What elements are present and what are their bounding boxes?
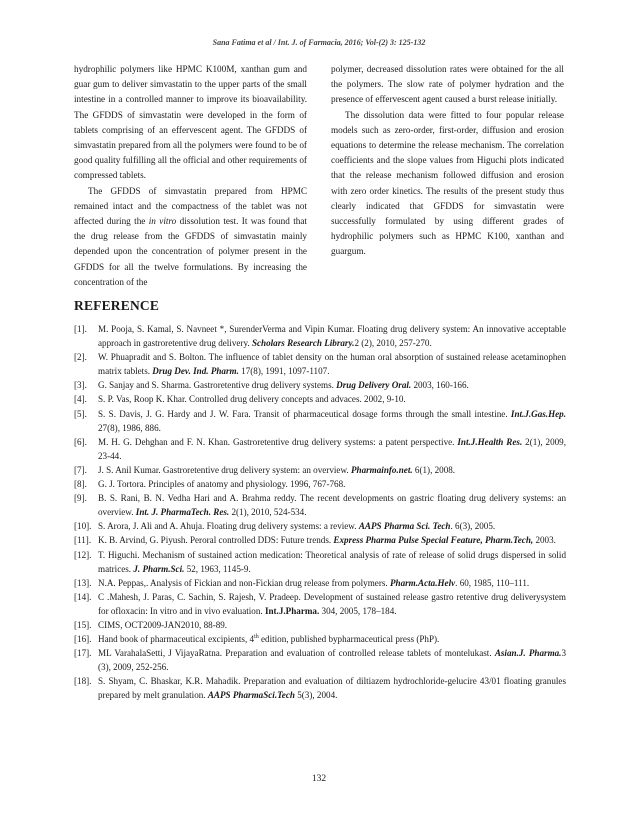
paragraph: hydrophilic polymers like HPMC K100M, xanthan gum and guar gum to deliver simvastatin to the upper parts of the small intestine in a controlled manner to improve its bioavailability. The GFDDS of simvastatin were developed in the form of tablets comprising of an effervescent agent. The GFDDS of simvastatin prepared from all the polymers were found to be of good quality fulfilling all the official and other requirements of compressed tablets. xyxy=(74,64,307,181)
reference-item: [15]. CIMS, OCT2009-JAN2010, 88-89. xyxy=(74,619,228,630)
reference-list xyxy=(74,322,566,703)
reference-heading: REFERENCE xyxy=(74,298,160,313)
reference-item: [13]. N.A. Peppas,. Analysis of Fickian and non-Fickian drug release from polymers. Pharm.Acta.Helv. 60, 1985, 110–111. xyxy=(74,577,530,588)
reference-item: [1]. M. Pooja, S. Kamal, S. Navneet *, SurenderVerma and Vipin Kumar. Floating drug delivery system: An innovative acceptable approach in gastroretentive drug delivery. Scholars Research Library.2 (2), 2010, 257-270. xyxy=(74,324,566,349)
left-column xyxy=(74,62,307,290)
reference-item: [10]. S. Arora, J. Ali and A. Ahuja. Floating drug delivery systems: a review. AAPS Pharma Sci. Tech. 6(3), 2005. xyxy=(74,521,496,532)
reference-item: [12]. T. Higuchi. Mechanism of sustained action medication: Theoretical analysis of rate of release of solid drugs dispersed in solid matrices. J. Pharm.Sci. 52, 1963, 1145-9. xyxy=(74,549,566,574)
paragraph: The dissolution data were fitted to four popular release models such as zero-order, first-order, diffusion and erosion equations to determine the release mechanism. The correlation coefficients and the slope values from Higuchi plots indicated that the release mechanism followed diffusion and erosion with zero order kinetics. The results of the present study thus clearly indicated that GFDDS for simvastatin were successfully formulated by using different grades of hydrophilic polymers such as HPMC K100, xanthan and guargum. xyxy=(331,109,564,257)
right-column xyxy=(331,62,564,290)
reference-item: [17]. ML VarahalaSetti, J VijayaRatna. Preparation and evaluation of controlled release tablets of montelukast. Asian.J. Pharma.3 (3), 2009, 252-256. xyxy=(74,648,567,673)
reference-item: [16]. Hand book of pharmaceutical excipients, 4th edition, published bypharmaceutical press (PhP). xyxy=(74,634,440,645)
reference-item: [18]. S. Shyam, C. Bhaskar, K.R. Mahadik. Preparation and evaluation of diltiazem hydrochloride-gelucire 43/01 floating granules prepared by melt granulation. AAPS PharmaSci.Tech 5(3), 2004. xyxy=(74,676,566,701)
reference-item: [3]. G. Sanjay and S. Sharma. Gastroretentive drug delivery systems. Drug Delivery Oral. 2003, 160-166. xyxy=(74,380,469,391)
paragraph: polymer, decreased dissolution rates were obtained for the all the polymers. The slow rate of polymer hydration and the presence of effervescent agent caused a burst release initially. xyxy=(331,64,564,105)
reference-item: [14]. C .Mahesh, J. Paras, C. Sachin, S. Rajesh, V. Pradeep. Development of sustained release gastro retentive drug deliverysystem for ofloxacin: In vitro and in vivo evaluation. Int.J.Pharma. 304, 2005, 178–184. xyxy=(74,591,566,616)
reference-item: [6]. M. H. G. Dehghan and F. N. Khan. Gastroretentive drug delivery systems: a patent perspective. Int.J.Health Res. 2(1), 2009, 23-44. xyxy=(74,436,566,461)
reference-item: [7]. J. S. Anil Kumar. Gastroretentive drug delivery system: an overview. Pharmainfo.net. 6(1), 2008. xyxy=(74,464,456,475)
reference-item: [11]. K. B. Arvind, G. Piyush. Peroral controlled DDS: Future trends. Express Pharma Pulse Special Feature, Pharm.Tech, 2003. xyxy=(74,535,556,546)
reference-item: [4]. S. P. Vas, Roop K. Khar. Controlled drug delivery concepts and advaces. 2002, 9-10. xyxy=(74,394,406,405)
body-columns xyxy=(74,62,564,290)
paragraph: The GFDDS of simvastatin prepared from HPMC remained intact and the compactness of the tablet was not affected during the in vitro dissolution test. It was found that the drug release from the GFDDS of simvastatin mainly depended upon the concentration of polymer present in the GFDDS for all the twelve formulations. By increasing the concentration of the xyxy=(74,185,307,287)
reference-item: [2]. W. Phuapradit and S. Bolton. The influence of tablet density on the human oral absorption of sustained release acetaminophen matrix tablets. Drug Dev. Ind. Pharm. 17(8), 1991, 1097-1107. xyxy=(74,352,566,377)
running-header: Sana Fatima et al / Int. J. of Farmacia, 2016; Vol-(2) 3: 125-132 xyxy=(212,38,426,47)
reference-item: [5]. S. S. Davis, J. G. Hardy and J. W. Fara. Transit of pharmaceutical dosage forms through the small intestine. Int.J.Gas.Hep. 27(8), 1986, 886. xyxy=(74,408,566,433)
page-number: 132 xyxy=(311,774,327,784)
reference-item: [8]. G. J. Tortora. Principles of anatomy and physiology. 1996, 767-768. xyxy=(74,479,346,490)
reference-item: [9]. B. S. Rani, B. N. Vedha Hari and A. Brahma reddy. The recent developments on gastric floating drug delivery systems: an overview. Int. J. PharmaTech. Res. 2(1), 2010, 524-534. xyxy=(74,493,566,518)
